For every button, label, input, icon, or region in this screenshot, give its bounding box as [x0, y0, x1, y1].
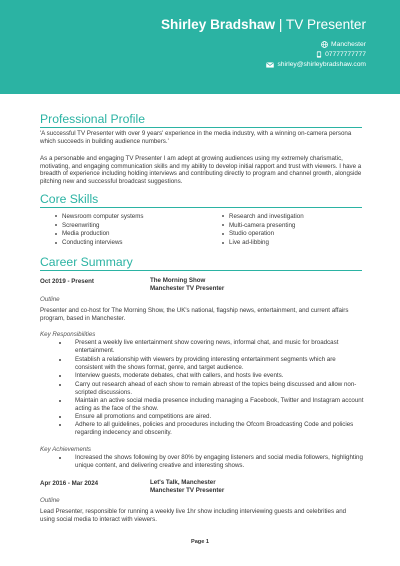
skills-column-right	[222, 212, 304, 247]
responsibility-item	[75, 381, 365, 396]
skill-text: Live ad-libbing	[229, 239, 269, 247]
outline-label: Outline	[40, 497, 60, 504]
phone-text[interactable]: 07777777777	[325, 51, 366, 58]
responsibility-item	[75, 356, 365, 371]
achievement-item	[75, 454, 365, 469]
responsibility-item	[75, 413, 365, 421]
bullet	[55, 242, 57, 244]
bullet	[59, 375, 61, 377]
bullet	[59, 416, 61, 418]
bullet	[55, 224, 57, 226]
achievements-label: Key Achievements	[40, 446, 92, 453]
skill-item	[222, 238, 304, 247]
name-title	[161, 17, 366, 32]
skills-section	[40, 192, 368, 206]
section-title-profile: Professional Profile	[40, 112, 145, 126]
email-link[interactable]: shirley@shirleybradshaw.com	[277, 61, 366, 68]
skill-item	[222, 230, 304, 239]
responsibility-item	[75, 372, 365, 380]
responsibility-text: Carry out research ahead of each show to remain abreast of the topics being discussed and allow non-scripted discussions.	[75, 381, 357, 396]
company-name: The Morning Show	[150, 277, 206, 284]
bullet	[55, 233, 57, 235]
skill-text: Media production	[62, 230, 110, 238]
skill-text: Studio operation	[229, 230, 275, 238]
job-dates: Oct 2019 - Present	[40, 278, 94, 285]
bullet	[59, 359, 61, 361]
globe-icon	[321, 41, 328, 48]
contact-phone	[316, 51, 366, 58]
section-title-skills: Core Skills	[40, 192, 99, 206]
title-separator: |	[275, 17, 286, 32]
responsibility-text: Establish a relationship with viewers by providing interesting entertainment segments which are consistent with the shows format, genre, and target audience.	[75, 356, 336, 371]
job-role: Manchester TV Presenter	[150, 486, 225, 494]
skill-item	[222, 221, 304, 230]
skill-text: Research and investigation	[229, 212, 304, 220]
bullet	[59, 342, 61, 344]
responsibility-text: Maintain an active social media presence including managing a Facebook, Twitter and Instagram account acting as the face of the show.	[75, 397, 364, 412]
profile-section	[40, 112, 368, 126]
contact-email	[266, 61, 366, 68]
skill-text: Conducting interviews	[62, 239, 123, 247]
envelope-icon	[266, 62, 274, 68]
skill-item	[222, 212, 304, 221]
profile-summary: As a personable and engaging TV Presenter I am adept at growing audiences using my extremely charismatic, motivating, and engaging communication skills and my ability to develop initial rapport and trust with viewers. I have a breadth of experience including holding interviews and contributing directly to program and channel growth, alongside pitching new and successful broadcast suggestions.	[40, 155, 362, 185]
phone-icon	[316, 51, 322, 58]
page-number: Page 1	[190, 539, 210, 545]
outline-label: Outline	[40, 296, 60, 303]
bullet	[222, 215, 224, 217]
skill-text: Screenwriting	[62, 221, 100, 229]
skills-column-left	[55, 212, 144, 247]
candidate-role: TV Presenter	[285, 17, 366, 32]
skill-item	[55, 212, 144, 221]
skill-item	[55, 221, 144, 230]
responsibilities-label: Key Responsibilities	[40, 331, 96, 338]
section-divider	[40, 127, 362, 128]
job-outline: Lead Presenter, responsible for running a weekly live 1hr show including interviewing guests and celebrities and using social media to interact with viewers.	[40, 508, 347, 523]
bullet	[59, 424, 61, 426]
contact-location	[321, 41, 366, 48]
responsibility-text: Ensure all promotions and competitions are aired.	[75, 413, 212, 420]
section-divider	[40, 270, 362, 271]
achievement-text: Increased the shows following by over 80% by engaging listeners and social media followers, highlighting unique content, and delivering creative and interesting shows.	[75, 454, 363, 469]
bullet	[222, 233, 224, 235]
job-employer	[150, 277, 224, 292]
job-dates: Apr 2016 - Mar 2024	[40, 480, 99, 487]
header-banner	[0, 0, 400, 94]
job-role: Manchester TV Presenter	[150, 284, 225, 292]
candidate-name: Shirley Bradshaw	[160, 17, 276, 32]
responsibility-text: Interview guests, moderate debates, chat with callers, and hosts live events.	[75, 372, 284, 379]
bullet	[222, 224, 224, 226]
responsibility-item	[75, 339, 365, 354]
bullet	[222, 242, 224, 244]
responsibility-item	[75, 421, 365, 436]
skill-text: Multi-camera presenting	[229, 221, 296, 229]
bullet	[59, 384, 61, 386]
bullet	[59, 400, 61, 402]
profile-quote: 'A successful TV Presenter with over 9 years' experience in the media industry, with a winning on-camera persona which succeeds in building audience numbers.'	[40, 130, 352, 145]
responsibility-text: Adhere to all guidelines, policies and procedures including the Ofcom Broadcasting Code and policies regarding indecency and obscenity.	[75, 421, 354, 436]
responsibility-item	[75, 397, 365, 412]
skill-text: Newsroom computer systems	[62, 212, 144, 220]
skill-item	[55, 230, 144, 239]
career-section	[40, 255, 368, 269]
section-title-career: Career Summary	[40, 255, 133, 269]
section-divider	[40, 207, 362, 208]
job-employer	[150, 479, 224, 494]
job-outline: Presenter and co-host for The Morning Show, the UK's national, flagship news, entertainment, and current affairs program, based in Manchester.	[40, 307, 349, 322]
company-name: Let's Talk, Manchester	[150, 479, 216, 486]
bullet	[59, 457, 61, 459]
location-text: Manchester	[331, 41, 366, 48]
responsibility-text: Present a weekly live entertainment show covering news, informal chat, and music for broadcast entertainment.	[75, 339, 339, 354]
skill-item	[55, 238, 144, 247]
bullet	[55, 215, 57, 217]
